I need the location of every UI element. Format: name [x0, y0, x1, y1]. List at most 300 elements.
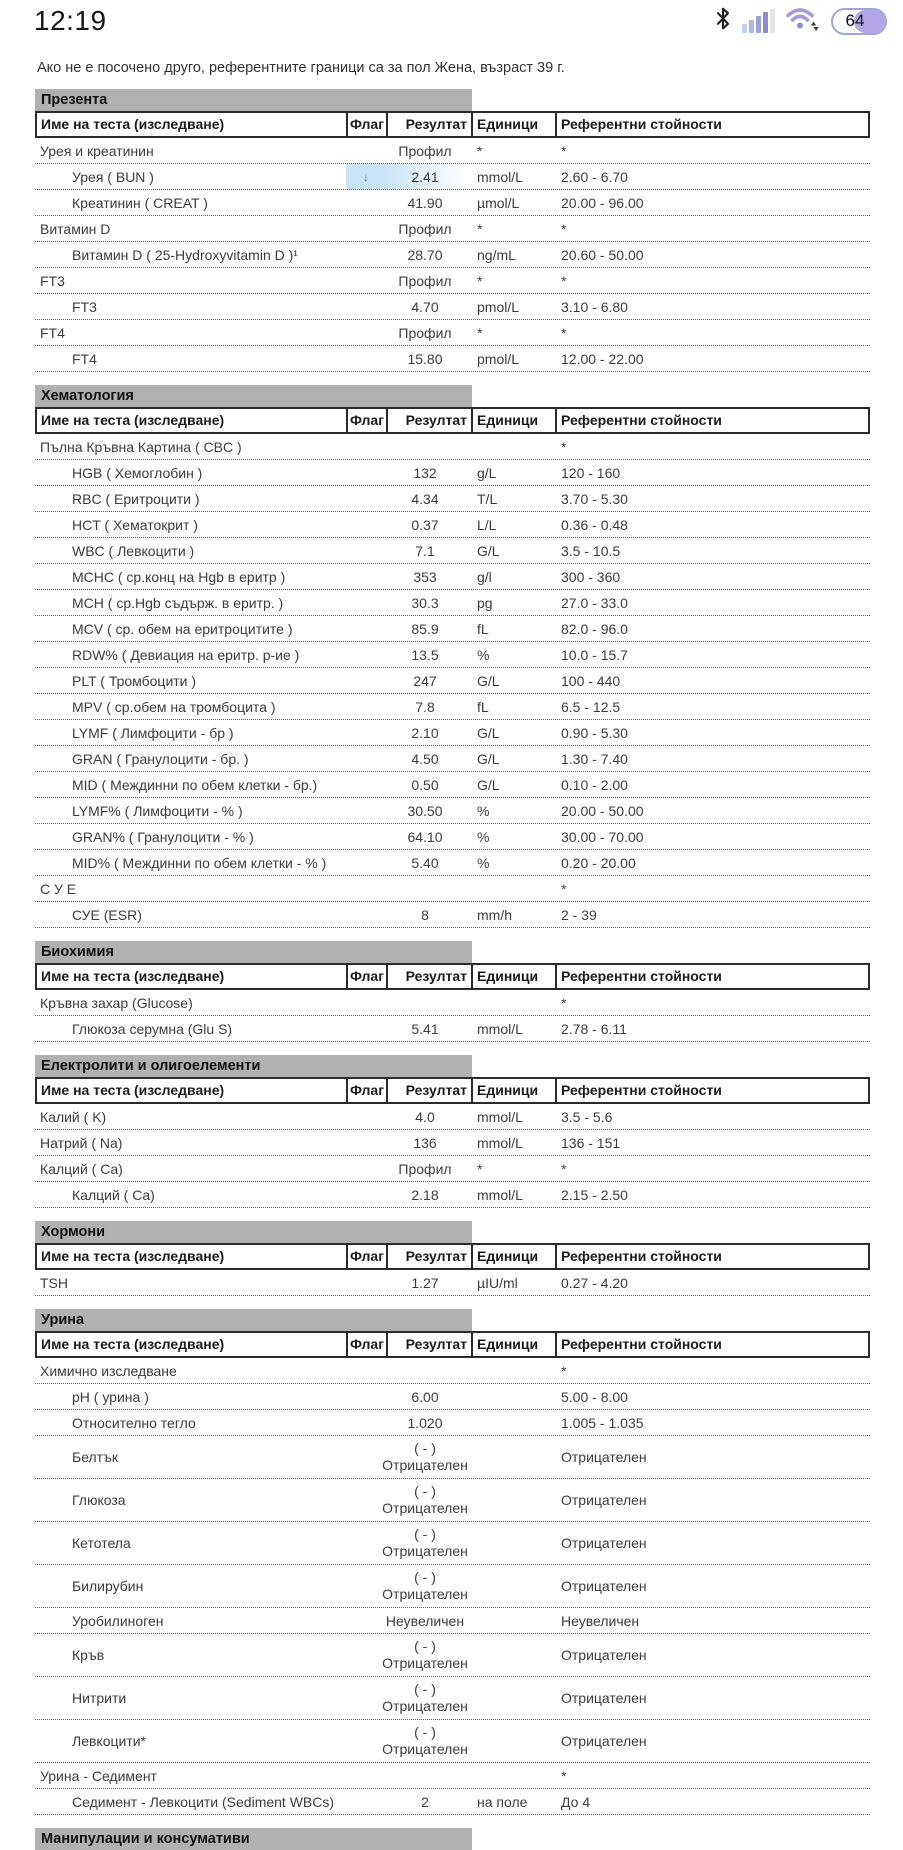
table-row — [35, 486, 870, 512]
section-title: Хематология — [41, 388, 134, 404]
footer-section — [35, 1828, 870, 1850]
units-cell: fL — [477, 620, 489, 637]
column-header-reference: Референтни стойности — [561, 1336, 722, 1352]
test-name: Нитрити — [72, 1690, 127, 1706]
test-name: pH ( урина ) — [72, 1388, 149, 1405]
units-cell — [471, 1436, 555, 1478]
result-value: 85.9 — [411, 620, 439, 637]
column-header-reference: Референтни стойности — [561, 1082, 722, 1098]
column-header-result: Резултат — [388, 1333, 473, 1356]
result-cell — [386, 1270, 471, 1295]
result-cell — [386, 1789, 471, 1814]
units-cell — [471, 1410, 555, 1435]
column-header-units: Единици — [473, 1245, 557, 1268]
result-cell — [386, 486, 471, 511]
units-cell: fL — [477, 698, 489, 715]
flag-cell — [346, 434, 386, 459]
reference-cell: 300 - 360 — [561, 568, 621, 585]
table-header-row — [35, 1077, 870, 1104]
lab-section — [35, 89, 870, 372]
test-name: FT3 — [40, 272, 65, 289]
units-cell: mmol/L — [477, 1134, 523, 1151]
units-cell: % — [477, 802, 490, 819]
flag-cell — [346, 616, 386, 641]
table-row — [35, 990, 870, 1016]
result-cell — [386, 1410, 471, 1435]
result-cell — [382, 1720, 471, 1762]
result-value: 132 — [413, 464, 437, 481]
units-cell — [471, 1358, 555, 1383]
result-cell — [386, 798, 471, 823]
units-cell: * — [477, 272, 483, 289]
column-header-units: Единици — [473, 113, 557, 136]
result-value: 247 — [413, 672, 437, 689]
table-row — [35, 242, 870, 268]
test-name: MID ( Междинни по обем клетки - бр.) — [72, 776, 318, 793]
lab-section — [35, 941, 870, 1042]
table-row — [35, 1677, 870, 1720]
column-header-reference: Референтни стойности — [561, 968, 722, 984]
units-cell: на поле — [477, 1793, 528, 1810]
flag-cell — [346, 1358, 386, 1383]
units-cell: ng/mL — [477, 246, 516, 263]
reference-cell: * — [561, 1362, 567, 1379]
column-header-result: Резултат — [388, 965, 473, 988]
units-cell — [471, 1522, 555, 1564]
section-header — [35, 1309, 472, 1331]
units-cell: % — [477, 854, 490, 871]
clock: 12:19 — [34, 5, 107, 36]
column-header-result: Резултат — [388, 1079, 473, 1102]
reference-cell: 5.00 - 8.00 — [561, 1388, 628, 1405]
reference-cell: 1.30 - 7.40 — [561, 750, 628, 767]
table-row — [35, 694, 870, 720]
result-cell — [386, 694, 471, 719]
test-name: HCT ( Хематокрит ) — [72, 516, 198, 533]
test-name: FT3 — [72, 298, 97, 315]
result-cell — [382, 1634, 471, 1676]
table-row — [35, 1130, 870, 1156]
reference-cell: * — [561, 220, 567, 237]
flag-cell — [346, 850, 386, 875]
units-cell: pmol/L — [477, 350, 520, 367]
signal-strength-icon — [742, 9, 775, 33]
reference-cell: 0.90 - 5.30 — [561, 724, 628, 741]
reference-cell: 2.78 - 6.11 — [561, 1020, 627, 1037]
result-value: 6.00 — [411, 1388, 439, 1405]
reference-cell: 0.10 - 2.00 — [561, 776, 628, 793]
result-value: ( - ) — [414, 1723, 436, 1740]
lab-report-page — [0, 60, 903, 1850]
lab-section — [35, 1221, 870, 1296]
reference-cell: 3.10 - 6.80 — [561, 298, 628, 315]
test-name: Витамин D — [40, 220, 111, 237]
reference-cell: 1.005 - 1.035 — [561, 1414, 644, 1431]
result-value-line2: Отрицателен — [382, 1698, 468, 1714]
units-cell — [471, 1384, 555, 1409]
units-cell — [471, 1677, 555, 1719]
result-value: 7.8 — [415, 698, 435, 715]
test-name: Натрий ( Na) — [40, 1134, 123, 1151]
units-cell: pmol/L — [477, 298, 520, 315]
table-row — [35, 1522, 870, 1565]
table-row — [35, 668, 870, 694]
result-value: 1.020 — [407, 1414, 443, 1431]
result-value: 0.50 — [411, 776, 439, 793]
reference-cell: 20.00 - 96.00 — [561, 194, 644, 211]
result-cell — [386, 1763, 471, 1788]
units-cell — [471, 990, 555, 1015]
table-row — [35, 1565, 870, 1608]
test-name: FT4 — [72, 350, 97, 367]
test-name: Глюкоза серумна (Glu S) — [72, 1020, 233, 1037]
units-cell — [471, 1565, 555, 1607]
test-name: LYMF% ( Лимфоцити - % ) — [72, 802, 243, 819]
test-name: MCHC ( ср.конц на Hgb в еритр ) — [72, 568, 286, 585]
result-cell — [386, 902, 471, 927]
units-cell: * — [477, 220, 483, 237]
result-cell — [386, 1182, 471, 1207]
flag-cell — [346, 1522, 386, 1564]
test-name: Седимент - Левкоцити (Sediment WBCs) — [72, 1793, 335, 1810]
reference-cell: 82.0 - 96.0 — [561, 620, 628, 637]
test-name: Калций ( Ca) — [40, 1160, 123, 1177]
units-cell — [471, 1608, 555, 1633]
result-cell — [386, 1156, 471, 1181]
table-row — [35, 564, 870, 590]
units-cell: % — [477, 828, 490, 845]
units-cell — [471, 1479, 555, 1521]
reference-cell: * — [561, 994, 567, 1011]
section-title: Презента — [41, 92, 108, 108]
result-value-line2: Отрицателен — [382, 1543, 468, 1559]
result-cell — [386, 746, 471, 771]
reference-cell: 3.5 - 10.5 — [561, 542, 621, 559]
column-header-flag: Флаг — [348, 113, 388, 136]
flag-cell — [346, 294, 386, 319]
sections — [35, 89, 870, 1815]
table-row — [35, 1789, 870, 1815]
test-name: Урина - Седимент — [40, 1767, 157, 1784]
test-name: LYMF ( Лимфоцити - бр ) — [72, 724, 234, 741]
result-value: 13.5 — [411, 646, 439, 663]
flag-cell — [346, 538, 386, 563]
status-bar — [0, 0, 903, 40]
units-cell: T/L — [477, 490, 498, 507]
result-cell — [386, 668, 471, 693]
test-name: RBC ( Еритроцити ) — [72, 490, 200, 507]
column-header-flag: Флаг — [348, 409, 388, 432]
flag-cell — [346, 138, 386, 163]
result-value: 30.3 — [411, 594, 439, 611]
table-row — [35, 538, 870, 564]
table-row — [35, 1763, 870, 1789]
flag-cell — [346, 190, 386, 215]
test-name: Калций ( Ca) — [72, 1186, 155, 1203]
flag-cell — [346, 346, 386, 371]
column-header-reference: Референтни стойности — [561, 1248, 722, 1264]
result-value: ( - ) — [414, 1637, 436, 1654]
flag-cell — [346, 1104, 386, 1129]
test-name: Билирубин — [72, 1578, 144, 1594]
flag-cell — [346, 694, 386, 719]
reference-cell: * — [561, 142, 567, 159]
flag-cell — [346, 876, 386, 901]
units-cell: µIU/ml — [477, 1274, 518, 1291]
test-name: Калий ( K) — [40, 1108, 107, 1125]
result-value: 64.10 — [407, 828, 443, 845]
result-value-line2: Отрицателен — [382, 1655, 468, 1671]
section-rows — [35, 990, 870, 1042]
flag-cell — [346, 1720, 386, 1762]
table-row — [35, 616, 870, 642]
result-cell — [386, 564, 471, 589]
flag-cell — [346, 824, 386, 849]
battery-indicator — [831, 8, 887, 35]
result-cell — [386, 138, 471, 163]
table-row — [35, 1016, 870, 1042]
flag-cell — [346, 564, 386, 589]
table-row — [35, 798, 870, 824]
column-header-units: Единици — [473, 1079, 557, 1102]
reference-cell: 100 - 440 — [561, 672, 621, 689]
test-name: WBC ( Левкоцити ) — [72, 542, 195, 559]
units-cell: g/L — [477, 464, 497, 481]
result-value: Профил — [398, 1160, 452, 1177]
result-cell — [386, 460, 471, 485]
flag-cell — [346, 216, 386, 241]
reference-cell: 120 - 160 — [561, 464, 621, 481]
flag-cell — [346, 1634, 386, 1676]
units-cell: µmol/L — [477, 194, 520, 211]
result-value: 7.1 — [415, 542, 435, 559]
result-value: 4.70 — [411, 298, 439, 315]
flag-cell — [346, 1182, 386, 1207]
column-header-name: Име на теста (изследване) — [37, 965, 348, 988]
test-name: Витамин D ( 25-Hydroxyvitamin D )¹ — [72, 246, 298, 263]
units-cell: G/L — [477, 542, 500, 559]
reference-cell: 0.20 - 20.00 — [561, 854, 636, 871]
flag-cell — [346, 720, 386, 745]
result-cell — [386, 850, 471, 875]
section-header — [35, 1828, 472, 1850]
units-cell: L/L — [477, 516, 497, 533]
reference-cell: Неувеличен — [561, 1612, 640, 1629]
test-name: Уробилиноген — [72, 1612, 164, 1629]
result-cell — [386, 242, 471, 267]
test-name: Кетотела — [72, 1535, 131, 1551]
table-row — [35, 902, 870, 928]
result-value: 136 — [413, 1134, 437, 1151]
table-row — [35, 434, 870, 460]
section-rows — [35, 1104, 870, 1208]
units-cell: mmol/L — [477, 1186, 523, 1203]
flag-cell — [346, 1479, 386, 1521]
flag-cell — [346, 642, 386, 667]
result-cell — [386, 824, 471, 849]
flag-cell — [346, 1156, 386, 1181]
column-header-flag: Флаг — [348, 1245, 388, 1268]
section-rows — [35, 138, 870, 372]
reference-cell: Отрицателен — [561, 1690, 647, 1706]
column-header-reference: Референтни стойности — [561, 116, 722, 132]
result-cell — [386, 1384, 471, 1409]
result-cell — [386, 294, 471, 319]
flag-cell — [346, 1436, 386, 1478]
reference-cell: Отрицателен — [561, 1733, 647, 1749]
column-header-name: Име на теста (изследване) — [37, 1245, 348, 1268]
test-name: MID% ( Междинни по обем клетки - % ) — [72, 854, 327, 871]
test-name: GRAN% ( Гранулоцити - % ) — [72, 828, 254, 845]
result-cell — [386, 538, 471, 563]
units-cell — [471, 1763, 555, 1788]
result-cell — [382, 1565, 471, 1607]
test-name: СУЕ (ESR) — [72, 906, 142, 923]
section-title: Електролити и олигоелементи — [41, 1058, 261, 1074]
units-cell — [471, 876, 555, 901]
reference-cell: До 4 — [561, 1793, 591, 1810]
units-cell: * — [477, 142, 483, 159]
result-value: ( - ) — [414, 1568, 436, 1585]
section-header — [35, 385, 472, 407]
reference-cell: 3.70 - 5.30 — [561, 490, 628, 507]
result-value: Профил — [398, 220, 452, 237]
result-value: Профил — [398, 142, 452, 159]
result-value: 4.50 — [411, 750, 439, 767]
section-title: Урина — [41, 1312, 85, 1328]
result-value-line2: Отрицателен — [382, 1500, 468, 1516]
reference-cell: 20.60 - 50.00 — [561, 246, 644, 263]
result-value: 28.70 — [407, 246, 443, 263]
flag-cell — [346, 772, 386, 797]
result-value-line2: Отрицателен — [382, 1586, 468, 1602]
column-header-name: Име на теста (изследване) — [37, 113, 348, 136]
column-header-flag: Флаг — [348, 965, 388, 988]
result-value: 353 — [413, 568, 437, 585]
battery-level: 64 — [845, 11, 865, 30]
test-name: RDW% ( Девиация на еритр. р-ие ) — [72, 646, 300, 663]
result-cell — [386, 268, 471, 293]
table-row — [35, 1104, 870, 1130]
flag-cell — [346, 1270, 386, 1295]
reference-cell: * — [561, 880, 567, 897]
column-header-units: Единици — [473, 409, 557, 432]
table-row — [35, 268, 870, 294]
section-title: Биохимия — [41, 944, 114, 960]
result-value: 4.0 — [415, 1108, 435, 1125]
result-cell — [386, 434, 471, 459]
units-cell — [471, 1720, 555, 1762]
test-name: Левкоцити* — [72, 1733, 146, 1749]
section-header — [35, 89, 472, 111]
section-header — [35, 1221, 472, 1243]
test-name: MCH ( ср.Hgb съдърж. в еритр. ) — [72, 594, 284, 611]
table-row — [35, 590, 870, 616]
reference-cell: 2 - 39 — [561, 906, 597, 923]
result-value: 8 — [421, 906, 429, 923]
flag-cell — [346, 902, 386, 927]
flag-cell — [346, 1677, 386, 1719]
table-row — [35, 346, 870, 372]
lab-section — [35, 1055, 870, 1208]
flag-cell — [346, 460, 386, 485]
units-cell: mmol/L — [477, 1108, 523, 1125]
table-header-row — [35, 963, 870, 990]
column-header-flag: Флаг — [348, 1079, 388, 1102]
column-header-flag: Флаг — [348, 1333, 388, 1356]
units-cell: mmol/L — [477, 168, 523, 185]
reference-cell: 136 - 151 — [561, 1134, 621, 1151]
reference-cell: 27.0 - 33.0 — [561, 594, 628, 611]
table-row — [35, 1384, 870, 1410]
table-row — [35, 190, 870, 216]
test-name: TSH — [40, 1274, 68, 1291]
reference-cell: 0.36 - 0.48 — [561, 516, 628, 533]
units-cell: * — [477, 324, 483, 341]
reference-cell: * — [561, 1160, 567, 1177]
test-name: Кръв — [72, 1647, 105, 1663]
test-name: MCV ( ср. обем на еритроцитите ) — [72, 620, 293, 637]
test-name: MPV ( ср.обем на тромбоцита ) — [72, 698, 276, 715]
result-cell — [382, 1436, 471, 1478]
section-title: Манипулации и консумативи — [41, 1831, 250, 1847]
reference-cell: 3.5 - 5.6 — [561, 1108, 613, 1125]
table-row — [35, 1358, 870, 1384]
units-cell: mm/h — [477, 906, 512, 923]
table-row — [35, 138, 870, 164]
result-value-line2: Отрицателен — [382, 1457, 468, 1473]
section-rows — [35, 434, 870, 928]
result-value: 5.40 — [411, 854, 439, 871]
result-cell — [386, 1104, 471, 1129]
result-cell — [386, 616, 471, 641]
column-header-name: Име на теста (изследване) — [37, 1333, 348, 1356]
reference-cell: 20.00 - 50.00 — [561, 802, 644, 819]
result-cell — [386, 772, 471, 797]
table-row — [35, 772, 870, 798]
test-name: Урея и креатинин — [40, 142, 154, 159]
reference-cell: 12.00 - 22.00 — [561, 350, 644, 367]
table-header-row — [35, 1243, 870, 1270]
section-rows — [35, 1270, 870, 1296]
result-value: 30.50 — [407, 802, 443, 819]
reference-cell: Отрицателен — [561, 1492, 647, 1508]
flag-cell — [346, 798, 386, 823]
table-row — [35, 876, 870, 902]
lab-section — [35, 385, 870, 928]
reference-cell: 2.15 - 2.50 — [561, 1186, 628, 1203]
table-row — [35, 824, 870, 850]
units-cell: mmol/L — [477, 1020, 523, 1037]
result-value: 41.90 — [407, 194, 443, 211]
result-cell — [386, 1608, 471, 1633]
result-value: 0.37 — [411, 516, 439, 533]
section-header — [35, 941, 472, 963]
result-value: 2.41 — [411, 168, 439, 185]
table-header-row — [35, 407, 870, 434]
column-header-units: Единици — [473, 1333, 557, 1356]
result-cell — [386, 320, 471, 345]
result-value: 15.80 — [407, 350, 443, 367]
flag-cell — [346, 1130, 386, 1155]
units-cell: % — [477, 646, 490, 663]
test-name: GRAN ( Гранулоцити - бр. ) — [72, 750, 249, 767]
result-cell — [386, 876, 471, 901]
table-row — [35, 642, 870, 668]
table-header-row — [35, 1331, 870, 1358]
table-row — [35, 1479, 870, 1522]
table-header-row — [35, 111, 870, 138]
